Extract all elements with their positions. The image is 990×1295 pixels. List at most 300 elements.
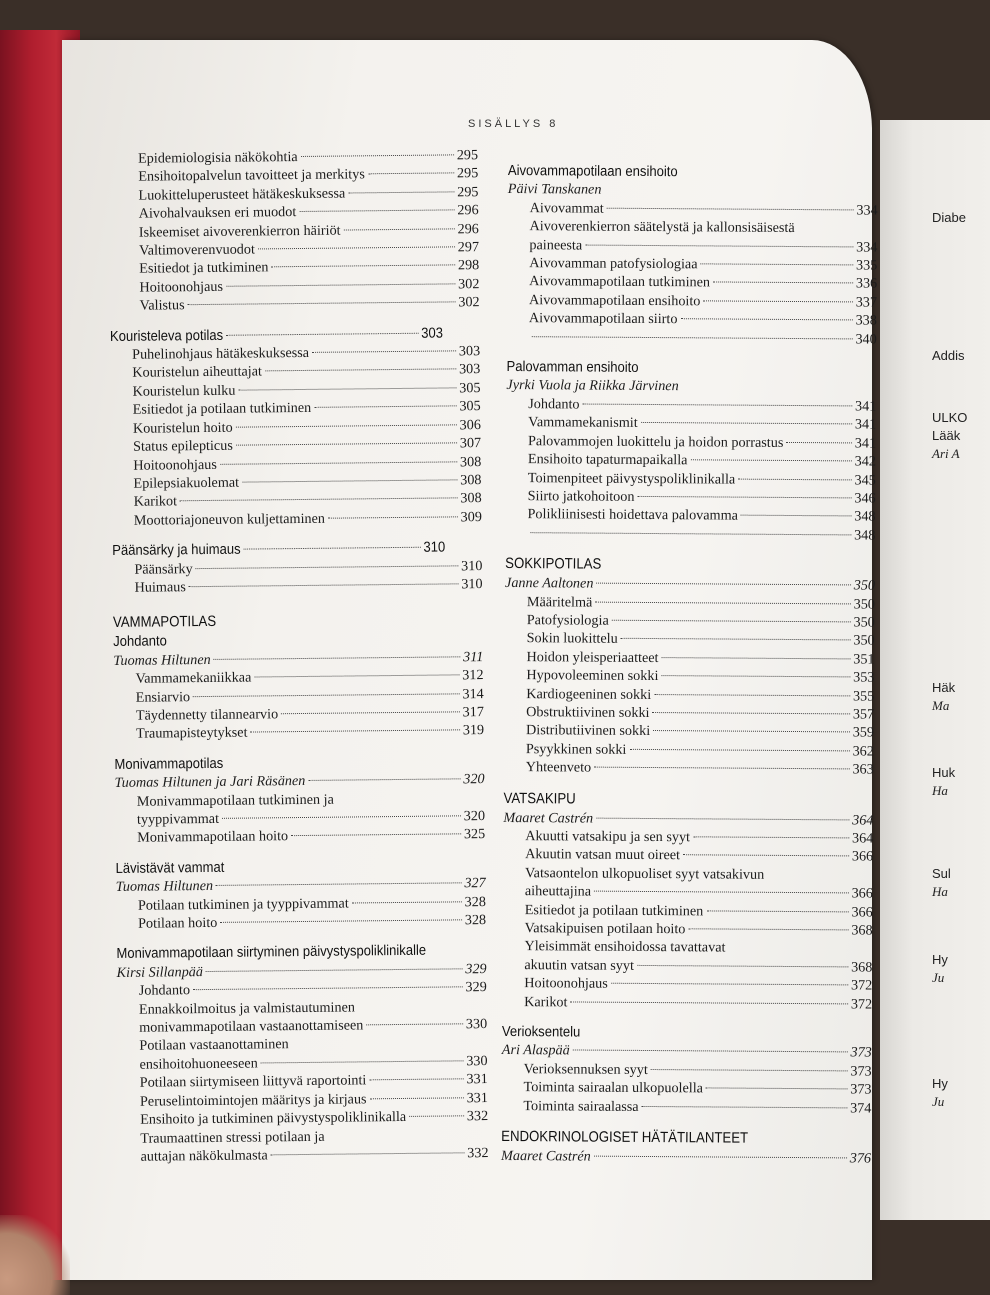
toc-entry-title: Kardiogeeninen sokki <box>526 685 652 703</box>
page-number: 346 <box>854 490 876 507</box>
toc-entry-title: Hoitoonohjaus <box>133 456 217 474</box>
toc-entry <box>505 505 875 526</box>
page-number: 350 <box>853 632 875 649</box>
dot-leader <box>265 369 456 372</box>
toc-section-heading <box>113 630 446 652</box>
page-number: 305 <box>459 398 481 415</box>
toc-author-title: Tuomas Hiltunen ja Jari Räsänen <box>114 773 306 792</box>
page-number: 340 <box>855 331 877 348</box>
dot-leader <box>637 496 851 498</box>
dot-leader <box>703 300 852 302</box>
page-number: 308 <box>460 472 482 489</box>
dot-leader <box>214 656 460 660</box>
toc-entry-title: Esitiedot ja tutkiminen <box>139 259 269 278</box>
dot-leader <box>368 173 454 175</box>
dot-leader <box>532 336 853 339</box>
dot-leader <box>369 1079 463 1081</box>
toc-entry-title: Aivohalvauksen eri muodot <box>138 204 297 222</box>
toc-entry-title: Johdanto <box>138 982 191 999</box>
page-number: 372 <box>850 977 873 994</box>
dot-leader <box>596 583 850 586</box>
toc-entry-title: Vatsakipuisen potilaan hoito <box>524 920 686 938</box>
toc-entry-title: Yhteenveto <box>525 759 592 776</box>
dot-leader <box>693 836 849 838</box>
dot-leader <box>261 1060 464 1063</box>
dot-leader <box>651 1069 848 1071</box>
page-number: 306 <box>459 416 481 434</box>
toc-entry-title: Vammamekanismit <box>528 414 638 432</box>
dot-leader <box>370 1097 464 1099</box>
dot-leader <box>642 1106 847 1108</box>
dot-leader <box>594 891 849 894</box>
dot-leader <box>690 459 851 461</box>
dot-leader <box>251 730 460 733</box>
dot-leader <box>641 422 852 424</box>
page-number: 353 <box>853 669 875 686</box>
page-number: 310 <box>423 539 446 556</box>
page-number: 308 <box>460 490 482 507</box>
toc-entry-title: Ensihoito ja tutkiminen päivystyspoliklinikalla <box>140 1109 407 1128</box>
page-number: 332 <box>466 1108 489 1125</box>
facing-page-text-fragment: Hy <box>932 1076 948 1091</box>
toc-entry-title: ensihoitohuoneeseen <box>139 1055 258 1073</box>
page-number: 350 <box>853 577 876 594</box>
page-number: 342 <box>854 453 876 470</box>
dot-leader <box>314 406 456 408</box>
page-number: 303 <box>458 361 481 378</box>
dot-leader <box>637 965 848 967</box>
page-number: 374 <box>850 1100 872 1117</box>
page-number: 302 <box>458 294 480 311</box>
dot-leader <box>585 244 853 247</box>
dot-leader <box>196 565 458 569</box>
toc-entry-title: auttajan näkökulmasta <box>140 1147 268 1165</box>
page-number: 357 <box>852 706 875 723</box>
dot-leader <box>786 442 851 443</box>
dot-leader <box>352 901 462 903</box>
dot-leader <box>312 350 456 353</box>
dot-leader <box>271 1152 464 1155</box>
page-number: 328 <box>464 893 486 910</box>
page-number: 295 <box>456 165 479 182</box>
toc-entry-title: Huimaus <box>134 579 186 596</box>
dot-leader <box>291 834 461 837</box>
page-number: 351 <box>853 651 875 668</box>
toc-entry-line: Ennakkoilmoitus ja valmistautuminen <box>138 999 356 1018</box>
page-number: 366 <box>851 848 874 865</box>
dot-leader <box>621 638 851 641</box>
toc-entry <box>118 1144 488 1166</box>
toc-section-heading <box>115 856 448 878</box>
toc-section-heading-title: Monivammapotilaan siirtyminen päivystyspoliklinikalle <box>116 943 427 963</box>
dot-leader <box>662 657 851 659</box>
toc-section-heading-title: Monivammapotilas <box>114 755 224 773</box>
page-number: 319 <box>462 722 485 739</box>
page-number: 373 <box>850 1044 872 1062</box>
toc-entry-title: Aivovammapotilaan siirto <box>528 310 678 328</box>
toc-entry <box>503 845 873 866</box>
toc-entry-line: Yleisimmät ensihoidossa tavattavat <box>524 938 726 956</box>
page-number: 329 <box>465 960 487 978</box>
dot-leader <box>348 191 454 193</box>
toc-entry-title: Status epilepticus <box>133 437 233 455</box>
toc-section-heading <box>116 942 449 964</box>
running-head: SISÄLLYS 8 <box>468 118 559 130</box>
toc-entry-title: Epidemiologisia näkökohtia <box>138 149 298 167</box>
dot-leader <box>308 779 460 782</box>
facing-page-text-fragment: Ju <box>932 1094 945 1109</box>
facing-page-text-fragment: Lääk <box>932 428 961 443</box>
toc-entry-title: Esitiedot ja potilaan tutkiminen <box>132 400 312 419</box>
facing-page <box>880 120 990 1220</box>
dot-leader <box>653 712 850 714</box>
page-number: 295 <box>456 147 479 164</box>
toc-entry-title: Peruselintoimintojen määritys ja kirjaus <box>139 1091 367 1110</box>
page-number: 372 <box>850 996 873 1013</box>
toc-part-heading: SOKKIPOTILAS <box>505 555 602 573</box>
toc-section-heading <box>114 752 447 774</box>
dot-leader <box>189 583 458 587</box>
page-number: 311 <box>463 648 484 666</box>
page-number: 307 <box>459 435 482 452</box>
page-number: 317 <box>462 704 484 721</box>
facing-page-text-fragment: Ju <box>932 970 945 985</box>
facing-page-text-fragment: Ma <box>932 698 950 713</box>
toc-entry-title: monivammapotilaan vastaanottamiseen <box>139 1017 364 1036</box>
dot-leader <box>741 515 851 517</box>
dot-leader <box>706 1088 847 1090</box>
page-number: 376 <box>849 1150 872 1167</box>
page-number: 364 <box>851 830 874 847</box>
toc-entry-title: Hoitoonohjaus <box>524 975 608 992</box>
page-number: 331 <box>466 1089 489 1106</box>
dot-leader <box>220 461 457 464</box>
facing-page-text-fragment: Ha <box>932 783 948 798</box>
toc-entry-title: Potilaan tutkiminen ja tyyppivammat <box>137 895 349 914</box>
dot-leader <box>206 968 462 972</box>
dot-leader <box>706 910 848 912</box>
page-number: 359 <box>852 724 875 741</box>
page-number: 330 <box>465 1016 488 1033</box>
toc-entry-title: Potilaan siirtymiseen liittyvä raportointi <box>139 1072 367 1091</box>
toc-entry-title: Päänsärky <box>134 560 193 578</box>
toc-entry-title: Verioksennuksen syyt <box>523 1061 648 1078</box>
page-number: 331 <box>466 1071 488 1088</box>
toc-part-heading: VATSAKIPU <box>503 789 576 808</box>
page-number: 373 <box>850 1063 872 1080</box>
dot-leader <box>583 403 852 406</box>
page-number: 366 <box>851 904 873 921</box>
toc-section-heading-title: Lävistävät vammat <box>115 859 225 877</box>
toc-author-title: Kirsi Sillanpää <box>116 963 204 981</box>
dot-leader <box>188 302 456 306</box>
toc-entry <box>501 1097 871 1118</box>
toc-entry-title: Karikot <box>524 993 568 1011</box>
toc-author-title: Päivi Tanskanen <box>507 181 602 199</box>
toc-entry-line: Vatsaontelon ulkopuoliset syyt vatsakivun <box>524 864 765 883</box>
toc-entry-title: Aivovammat <box>529 199 604 217</box>
page-number: 335 <box>855 257 878 274</box>
toc-entry-title: Kouristelun hoito <box>132 419 233 437</box>
toc-section-heading-title: Aivovammapotilaan ensihoito <box>507 162 678 181</box>
dot-leader <box>193 693 459 697</box>
toc-entry-title: aiheuttajina <box>524 883 592 900</box>
toc-entry-title: Sokin luokittelu <box>526 630 618 648</box>
page-number: 308 <box>459 453 482 470</box>
toc-entry <box>507 309 877 330</box>
toc-author-title: Tuomas Hiltunen <box>115 878 214 896</box>
toc-entry-title: Obstruktiivinen sokki <box>526 704 650 721</box>
page-number: 373 <box>850 1081 872 1098</box>
page-number: 328 <box>464 912 487 929</box>
facing-page-text-fragment: Sul <box>932 866 951 881</box>
dot-leader <box>258 246 455 249</box>
page-number: 297 <box>457 239 480 256</box>
toc-entry-title: Psyykkinen sokki <box>525 740 627 758</box>
facing-page-text-fragment: Huk <box>932 765 956 780</box>
page-number: 303 <box>458 343 481 360</box>
dot-leader <box>220 919 461 923</box>
dot-leader <box>683 855 849 857</box>
facing-page-text-fragment: Hy <box>932 952 948 967</box>
toc-entry <box>504 758 874 779</box>
dot-leader <box>222 815 461 819</box>
toc-section-heading-title: Kouristeleva potilas <box>109 327 224 345</box>
toc-entry-title: Hypovoleeminen sokki <box>526 667 659 685</box>
toc-entry-title: Kouristelun kulku <box>132 382 236 400</box>
toc-entry-title: Aivovamman patofysiologiaa <box>529 255 698 273</box>
toc-section-heading-title: Päänsärky ja huimaus <box>112 541 241 560</box>
page-number: 341 <box>854 416 877 433</box>
dot-leader <box>236 424 457 427</box>
dot-leader <box>594 1156 847 1159</box>
page-number: 348 <box>854 508 876 525</box>
toc-entry-title: Distributiivinen sokki <box>525 722 651 740</box>
toc-entry-title: Täydennetty tilannearvio <box>135 706 279 724</box>
page-number: 336 <box>855 275 878 293</box>
dot-leader <box>243 547 420 550</box>
dot-leader <box>594 767 849 770</box>
toc-entry-title: Polikliinisesti hoidettava palovamma <box>527 506 739 524</box>
page-number: 312 <box>462 667 484 684</box>
toc-entry-title: Hoidon yleisperiaatteet <box>526 648 659 666</box>
dot-leader <box>328 516 458 518</box>
toc-entry-title: Kouristelun aiheuttajat <box>132 363 263 382</box>
toc-entry-line: Traumaattinen stressi potilaan ja <box>140 1128 325 1147</box>
toc-section-heading-title: Verioksentelu <box>501 1024 581 1041</box>
page-number: 368 <box>851 922 873 939</box>
page-number: 314 <box>462 685 484 702</box>
dot-leader <box>366 1023 463 1025</box>
page-number: 327 <box>464 875 486 892</box>
facing-page-text-fragment: Addis <box>932 348 965 363</box>
thumb <box>0 1215 70 1295</box>
page-number: 341 <box>854 398 877 415</box>
dot-leader <box>653 730 850 732</box>
dot-leader <box>612 620 851 623</box>
toc-entry-title: Akuutin vatsan muut oireet <box>525 846 681 864</box>
dot-leader <box>226 283 455 286</box>
page-number: 338 <box>855 312 877 329</box>
facing-page-text-fragment: Ari A <box>932 446 960 461</box>
page-number: 348 <box>854 527 876 544</box>
toc-entry-title: tyyppivammat <box>136 810 220 828</box>
page-number: 295 <box>457 183 479 201</box>
dot-leader <box>738 478 851 480</box>
toc-entry-title: Monivammapotilaan hoito <box>137 828 289 847</box>
dot-leader <box>193 987 462 991</box>
page-number: 334 <box>856 239 878 256</box>
facing-page-text-fragment: ULKO <box>932 410 968 425</box>
toc-entry-title: Valistus <box>139 297 185 314</box>
page-number: 298 <box>457 257 480 274</box>
page-number: 362 <box>852 743 874 760</box>
dot-leader <box>629 749 849 752</box>
page-number: 302 <box>458 275 480 293</box>
toc-entry-title: Palovammojen luokittelu ja hoidon porrastus <box>527 432 784 451</box>
toc-section-heading <box>112 539 445 561</box>
facing-page-text-fragment: Diabe <box>932 210 966 225</box>
toc-entry-line: Aivoverenkierron säätelystä ja kallonsisäisestä <box>529 218 795 237</box>
toc-author-title: Jyrki Vuola ja Riikka Järvinen <box>506 377 679 395</box>
toc-entry-title: Määritelmä <box>526 593 593 611</box>
dot-leader <box>680 318 852 320</box>
dot-leader <box>595 601 850 604</box>
toc-entry-title: Epilepsiakuolemat <box>133 474 240 492</box>
dot-leader <box>344 228 455 230</box>
toc-entry-title: Patofysiologia <box>526 612 609 629</box>
page-number: 296 <box>457 220 479 237</box>
toc-entry-title: Valtimoverenvuodot <box>138 241 255 259</box>
dot-leader <box>281 711 460 714</box>
page-number: 309 <box>460 508 482 526</box>
page-number: 364 <box>852 812 874 829</box>
toc-entry-title: Ensihoito tapaturmapaikalla <box>527 451 688 469</box>
toc-section-heading-title: Johdanto <box>113 633 167 651</box>
toc-part-heading: ENDOKRINOLOGISET HÄTÄTILANTEET <box>501 1128 749 1147</box>
page-number: 330 <box>466 1052 488 1070</box>
toc-entry <box>502 993 872 1014</box>
toc-entry-line: Monivammapotilaan tutkiminen ja <box>136 791 334 810</box>
page-number: 310 <box>461 557 483 574</box>
page-number: 350 <box>853 614 875 631</box>
dot-leader <box>301 154 454 157</box>
toc-entry-title: Ensiarvio <box>135 688 191 706</box>
page-number: 341 <box>854 435 877 452</box>
toc-author-title: Maaret Castrén <box>501 1148 591 1165</box>
facing-page-text-fragment: Häk <box>932 680 956 695</box>
dot-leader <box>701 263 853 265</box>
dot-leader <box>661 675 850 677</box>
toc-entry-title: Siirto jatkohoitoon <box>527 488 635 505</box>
dot-leader <box>573 1050 848 1053</box>
page-number: 350 <box>853 595 875 613</box>
toc-section-heading <box>110 324 443 346</box>
toc-part-heading: VAMMAPOTILAS <box>112 613 217 632</box>
toc-entry-title: Toiminta sairaalan ulkopuolella <box>523 1079 704 1097</box>
toc-entry-line: Potilaan vastaanottaminen <box>139 1036 289 1055</box>
page-number: 325 <box>463 826 486 843</box>
dot-leader <box>611 983 848 986</box>
toc-entry-title: Luokitteluperusteet hätäkeskuksessa <box>138 185 346 204</box>
facing-page-text-fragment: Ha <box>932 884 948 899</box>
toc-entry-title: Iskeemiset aivoverenkierron häiriöt <box>138 222 341 241</box>
toc-author-title: Tuomas Hiltunen <box>113 651 211 669</box>
dot-leader <box>254 675 459 678</box>
toc-entry-title: akuutin vatsan syyt <box>524 956 634 974</box>
page-number: 368 <box>851 959 873 976</box>
page-number: 366 <box>851 885 873 902</box>
toc-entry-title: Karikot <box>133 493 178 511</box>
page-number: 310 <box>461 576 483 593</box>
page-number: 334 <box>856 202 878 219</box>
dot-leader <box>242 479 457 482</box>
toc-section-heading <box>502 1023 835 1044</box>
page-number: 332 <box>467 1144 489 1162</box>
toc-author <box>501 1147 871 1168</box>
toc-entry-title: Traumapisteytykset <box>136 724 248 743</box>
toc-right-column <box>501 162 878 1168</box>
toc-entry-title: paineesta <box>529 236 583 254</box>
toc-entry-title: Puhelinohjaus hätäkeskuksessa <box>132 344 310 363</box>
dot-leader <box>654 694 850 696</box>
toc-entry-title: Akuutti vatsakipu ja sen syyt <box>525 828 691 846</box>
toc-entry-title: Esitiedot ja potilaan tutkiminen <box>524 901 704 920</box>
toc-author-title: Janne Aaltonen <box>505 575 594 592</box>
toc-entry-title: Toimenpiteet päivystyspoliklinikalla <box>527 469 736 488</box>
toc-entry-title: Johdanto <box>528 396 580 413</box>
dot-leader <box>216 883 461 887</box>
page-number: 305 <box>459 379 481 397</box>
page-number: 320 <box>463 808 486 825</box>
dot-leader <box>180 498 457 502</box>
dot-leader <box>607 208 854 211</box>
toc-entry-title: Ensihoitopalvelun tavoitteet ja merkitys <box>138 166 365 186</box>
page-number: 355 <box>852 687 875 705</box>
toc-entry-title: Hoitoonohjaus <box>139 278 224 296</box>
dot-leader <box>271 265 454 268</box>
toc-section-heading-title: Palovamman ensihoito <box>506 359 639 376</box>
toc-section-heading <box>507 358 840 379</box>
dot-leader <box>238 387 456 390</box>
page-number: 303 <box>421 325 444 342</box>
toc-entry-title: Moottoriajoneuvon kuljettaminen <box>133 510 326 529</box>
dot-leader <box>688 928 848 930</box>
page-number: 363 <box>852 761 874 778</box>
toc-entry-title: Vammamekaniikkaa <box>135 669 252 687</box>
dot-leader <box>713 282 853 284</box>
toc-entry-title: Aivovammapotilaan ensihoito <box>528 291 701 310</box>
dot-leader <box>530 532 851 535</box>
dot-leader <box>299 210 454 213</box>
dot-leader <box>570 1001 847 1004</box>
page-number: 337 <box>855 294 878 311</box>
toc-section-heading <box>508 162 841 183</box>
page-number: 329 <box>465 979 487 996</box>
toc-author-title: Maaret Castrén <box>503 809 594 827</box>
toc-author-title: Ari Alaspää <box>501 1042 570 1059</box>
dot-leader <box>226 332 419 335</box>
toc-entry-title: Toiminta sairaalassa <box>523 1097 639 1115</box>
dot-leader <box>409 1115 464 1117</box>
dot-leader <box>596 817 849 820</box>
toc-entry-title: Potilaan hoito <box>138 914 218 932</box>
page-number: 296 <box>457 202 479 219</box>
page-number: 345 <box>854 471 876 489</box>
toc-left-column <box>108 146 489 1166</box>
page-number: 320 <box>463 771 485 788</box>
dot-leader <box>236 442 457 445</box>
